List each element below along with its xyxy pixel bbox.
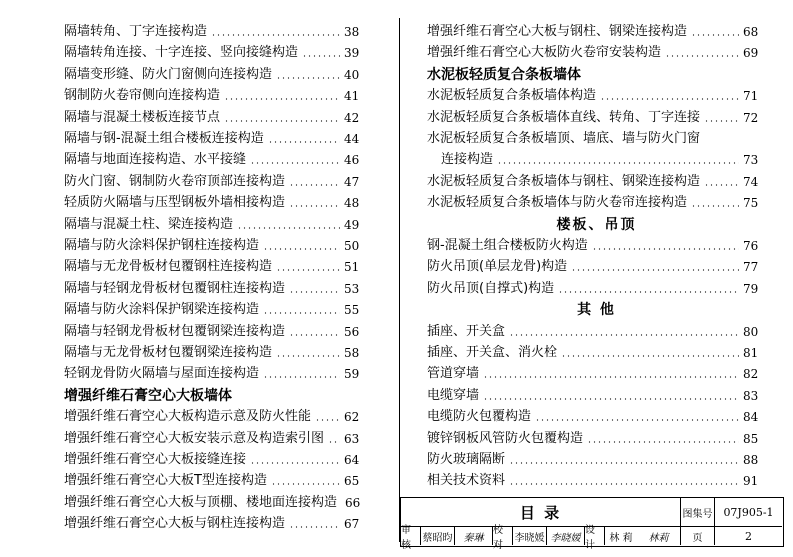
leader-dots <box>483 398 739 400</box>
toc-entry <box>427 386 767 406</box>
toc-entry-title: 插座、开关盒、消火栓 <box>427 345 558 360</box>
toc-entry <box>427 279 767 299</box>
toc-entry <box>427 343 767 363</box>
check-name: 李晓媛 <box>513 527 547 545</box>
leader-dots <box>561 355 739 357</box>
leader-dots <box>237 227 340 229</box>
toc-entry <box>64 407 368 427</box>
leader-dots <box>276 269 340 271</box>
toc-entry-title: 电缆穿墙 <box>427 387 480 403</box>
toc-entry-page: 67 <box>344 517 360 532</box>
toc-entry <box>427 43 767 63</box>
leader-dots <box>263 248 340 250</box>
toc-entry-page: 69 <box>743 46 759 61</box>
leader-dots <box>509 334 739 336</box>
toc-entry-title: 插座、开关盒 <box>427 323 506 339</box>
toc-entry-title: 镀锌钢板风管防火包覆构造 <box>427 430 584 446</box>
toc-entry-title: 轻质防火隔墙与压型钢板外墙相接构造 <box>64 195 286 211</box>
toc-entry-title: 水泥板轻质复合条板墙体与钢柱、钢梁连接构造 <box>427 173 701 189</box>
toc-entry-title: 钢制防火卷帘侧向连接构造 <box>64 88 221 104</box>
toc-entry-page: 76 <box>743 239 759 253</box>
toc-entry <box>427 22 767 42</box>
toc-entry-title: 隔墙与轻钢龙骨板材包覆钢梁连接构造 <box>64 323 286 339</box>
leader-dots <box>224 98 340 100</box>
design-label: 设计 <box>585 527 605 545</box>
leader-dots <box>289 205 340 207</box>
toc-entry <box>64 257 368 277</box>
toc-entry-page: 56 <box>344 324 360 339</box>
toc-entry <box>427 471 767 491</box>
toc-entry-title: 防火门窗、钢制防火卷帘顶部连接构造 <box>64 173 286 189</box>
toc-entry-title: 隔墙与无龙骨板材包覆钢梁连接构造 <box>64 345 273 360</box>
toc-entry-page: 44 <box>344 132 360 146</box>
column-divider <box>399 18 400 542</box>
check-signature: 李晓媛 <box>547 527 585 545</box>
toc-entry <box>427 86 767 106</box>
toc-entry-title: 隔墙与防火涂料保护钢柱连接构造 <box>64 238 260 253</box>
toc-entry-title: 增强纤维石膏空心大板T型连接构造 <box>64 473 267 489</box>
toc-entry-page: 59 <box>344 367 360 382</box>
page-label: 页 <box>681 527 715 545</box>
toc-entry-page: 88 <box>743 453 759 467</box>
toc-entry <box>64 322 368 342</box>
toc-entry-page: 62 <box>344 410 360 425</box>
leader-dots <box>271 483 340 485</box>
toc-entry-page: 71 <box>743 89 759 104</box>
leader-dots <box>535 419 739 421</box>
leader-dots <box>250 162 340 164</box>
toc-entry-page: 74 <box>743 174 759 189</box>
toc-entry-title: 隔墙与防火涂料保护钢梁连接构造 <box>64 302 260 318</box>
toc-entry-page: 38 <box>344 25 360 39</box>
toc-entry-title: 水泥板轻质复合条板墙体直线、转角、丁字连接 <box>427 109 701 125</box>
toc-entry <box>427 129 767 149</box>
toc-entry-title: 防火吊顶(自撑式)构造 <box>427 280 555 296</box>
leader-dots <box>509 462 739 464</box>
toc-entry <box>64 279 368 299</box>
section-heading: 增强纤维石膏空心大板墙体 <box>64 387 232 404</box>
leader-dots <box>302 55 340 57</box>
toc-entry <box>64 471 368 491</box>
toc-entry-title: 隔墙转角连接、十字连接、竖向接缝构造 <box>64 45 299 61</box>
toc-entry-page: 40 <box>344 67 360 82</box>
leader-dots <box>509 483 739 485</box>
leader-dots <box>592 248 739 250</box>
leader-dots <box>600 98 739 100</box>
leader-dots <box>211 34 340 36</box>
toc-entry <box>427 108 767 128</box>
toc-entry <box>64 172 368 192</box>
toc-entry <box>427 322 767 342</box>
toc-entry <box>64 193 368 213</box>
leader-dots <box>691 34 739 36</box>
review-name: 蔡昭昀 <box>421 527 455 545</box>
leader-dots <box>250 462 340 464</box>
leader-dots <box>328 441 340 443</box>
check-label: 校对 <box>493 527 513 545</box>
toc-entry-page: 41 <box>344 89 360 104</box>
leader-dots <box>224 120 340 122</box>
toc-entry <box>427 364 767 384</box>
toc-entry-page: 79 <box>743 281 759 296</box>
toc-entry-title: 钢-混凝土组合楼板防火构造 <box>427 238 588 253</box>
review-label: 审核 <box>401 527 421 545</box>
toc-entry-page: 65 <box>344 474 360 489</box>
review-signature: 秦琳 <box>455 527 493 545</box>
leader-dots <box>276 77 340 79</box>
section-heading: 其 他 <box>577 302 616 319</box>
toc-entry-page: 73 <box>743 153 759 168</box>
toc-entry-page: 50 <box>344 239 360 253</box>
toc-entry <box>64 22 368 42</box>
leader-dots <box>497 162 739 164</box>
leader-dots <box>558 291 739 293</box>
toc-entry-page: 77 <box>743 260 759 275</box>
leader-dots <box>704 120 739 122</box>
toc-entry-page: 64 <box>344 453 360 467</box>
leader-dots <box>289 526 340 528</box>
toc-entry-title: 轻钢龙骨防火隔墙与屋面连接构造 <box>64 366 260 382</box>
toc-entry-title: 隔墙与轻钢龙骨板材包覆钢柱连接构造 <box>64 280 286 296</box>
toc-entry <box>441 150 767 170</box>
toc-entry-title: 隔墙变形缝、防火门窗侧向连接构造 <box>64 66 273 82</box>
atlas-label: 图集号 <box>681 498 715 527</box>
toc-entry-page: 72 <box>743 110 759 125</box>
leader-dots <box>587 441 739 443</box>
toc-entry <box>64 429 368 449</box>
toc-entry-title: 连接构造 <box>441 152 494 168</box>
leader-dots <box>704 184 739 186</box>
toc-entry-title: 增强纤维石膏空心大板与钢柱连接构造 <box>64 516 286 532</box>
toc-entry <box>64 493 368 513</box>
toc-entry <box>64 343 368 363</box>
design-name: 林 莉 <box>609 532 633 544</box>
page-number: 2 <box>745 529 752 543</box>
leader-dots <box>571 269 739 271</box>
toc-entry-title: 隔墙与无龙骨板材包覆钢柱连接构造 <box>64 259 273 275</box>
toc-entry-page: 85 <box>743 431 759 446</box>
toc-entry-title: 水泥板轻质复合条板墙体构造 <box>427 88 597 104</box>
leader-dots <box>263 312 340 314</box>
toc-entry-title: 水泥板轻质复合条板墙体与防火卷帘连接构造 <box>427 195 688 211</box>
toc-entry-page: 47 <box>344 174 360 189</box>
toc-entry-title: 隔墙与地面连接构造、水平接缝 <box>64 152 247 168</box>
toc-entry-page: 55 <box>344 303 360 318</box>
toc-entry-page: 91 <box>743 474 759 489</box>
toc-entry <box>64 514 368 534</box>
title-block-title: 目 录 <box>401 498 681 527</box>
toc-entry <box>427 429 767 449</box>
toc-entry-page: 84 <box>743 410 759 425</box>
toc-entry-page: 39 <box>344 46 360 61</box>
toc-entry <box>64 450 368 470</box>
leader-dots <box>276 355 340 357</box>
toc-entry-page: 53 <box>344 281 360 296</box>
toc-entry-title: 电缆防火包覆构造 <box>427 409 532 425</box>
toc-entry-title: 防火吊顶(单层龙骨)构造 <box>427 259 568 275</box>
toc-entry <box>64 108 368 128</box>
toc-entry <box>64 129 368 149</box>
section-heading: 水泥板轻质复合条板墙体 <box>427 66 581 83</box>
atlas-number: 07J905-1 <box>715 498 782 527</box>
leader-dots <box>289 291 340 293</box>
toc-entry <box>64 65 368 85</box>
toc-entry <box>64 43 368 63</box>
toc-entry-title: 增强纤维石膏空心大板构造示意及防火性能 <box>64 409 312 425</box>
toc-entry <box>64 86 368 106</box>
toc-entry-title: 增强纤维石膏空心大板与顶棚、楼地面连接构造 <box>64 494 338 510</box>
toc-entry-title: 隔墙与钢-混凝土组合楼板连接构造 <box>64 131 264 146</box>
toc-entry <box>64 364 368 384</box>
design-signature: 林莉 <box>637 527 681 545</box>
toc-entry-title: 增强纤维石膏空心大板安装示意及构造索引图 <box>64 430 325 446</box>
toc-entry-page: 42 <box>344 110 360 125</box>
toc-entry-title: 增强纤维石膏空心大板防火卷帘安装构造 <box>427 45 662 61</box>
leader-dots <box>315 419 340 421</box>
toc-entry-title: 隔墙与混凝土柱、梁连接构造 <box>64 216 234 232</box>
toc-entry <box>427 193 767 213</box>
toc-entry-title: 增强纤维石膏空心大板接缝连接 <box>64 452 247 467</box>
toc-entry <box>64 150 368 170</box>
toc-entry-title: 相关技术资料 <box>427 473 506 489</box>
toc-entry-title: 防火玻璃隔断 <box>427 452 506 467</box>
toc-entry <box>427 407 767 427</box>
toc-entry-page: 83 <box>743 388 759 403</box>
toc-entry-title: 增强纤维石膏空心大板与钢柱、钢梁连接构造 <box>427 24 688 39</box>
toc-entry <box>427 257 767 277</box>
title-block <box>400 497 784 551</box>
toc-entry-title: 隔墙转角、丁字连接构造 <box>64 24 208 39</box>
toc-entry-title: 水泥板轻质复合条板墙顶、墙底、墙与防火门窗 <box>427 131 701 146</box>
leader-dots <box>483 376 739 378</box>
toc-entry-page: 48 <box>344 196 360 211</box>
leader-dots <box>289 184 340 186</box>
toc-entry-page: 66 <box>345 495 361 510</box>
leader-dots <box>289 334 340 336</box>
section-heading: 楼板、吊顶 <box>556 216 637 233</box>
leader-dots <box>665 55 739 57</box>
toc-entry <box>427 450 767 470</box>
toc-entry <box>64 300 368 320</box>
toc-entry-page: 51 <box>344 260 360 275</box>
toc-entry <box>427 172 767 192</box>
toc-entry-page: 82 <box>743 367 759 382</box>
leader-dots <box>268 141 340 143</box>
leader-dots <box>691 205 739 207</box>
toc-entry-page: 49 <box>344 217 360 232</box>
toc-entry-title: 隔墙与混凝土楼板连接节点 <box>64 109 221 125</box>
toc-entry <box>64 236 368 256</box>
toc-entry <box>64 215 368 235</box>
toc-entry <box>427 236 767 256</box>
toc-entry-page: 63 <box>344 431 360 446</box>
leader-dots <box>263 376 340 378</box>
toc-entry-page: 81 <box>743 346 759 360</box>
toc-entry-page: 68 <box>743 25 759 39</box>
toc-entry-page: 80 <box>743 324 759 339</box>
toc-entry-page: 75 <box>743 196 759 211</box>
toc-entry-page: 58 <box>344 346 360 360</box>
toc-entry-page: 46 <box>344 153 360 168</box>
toc-entry-title: 管道穿墙 <box>427 366 480 382</box>
